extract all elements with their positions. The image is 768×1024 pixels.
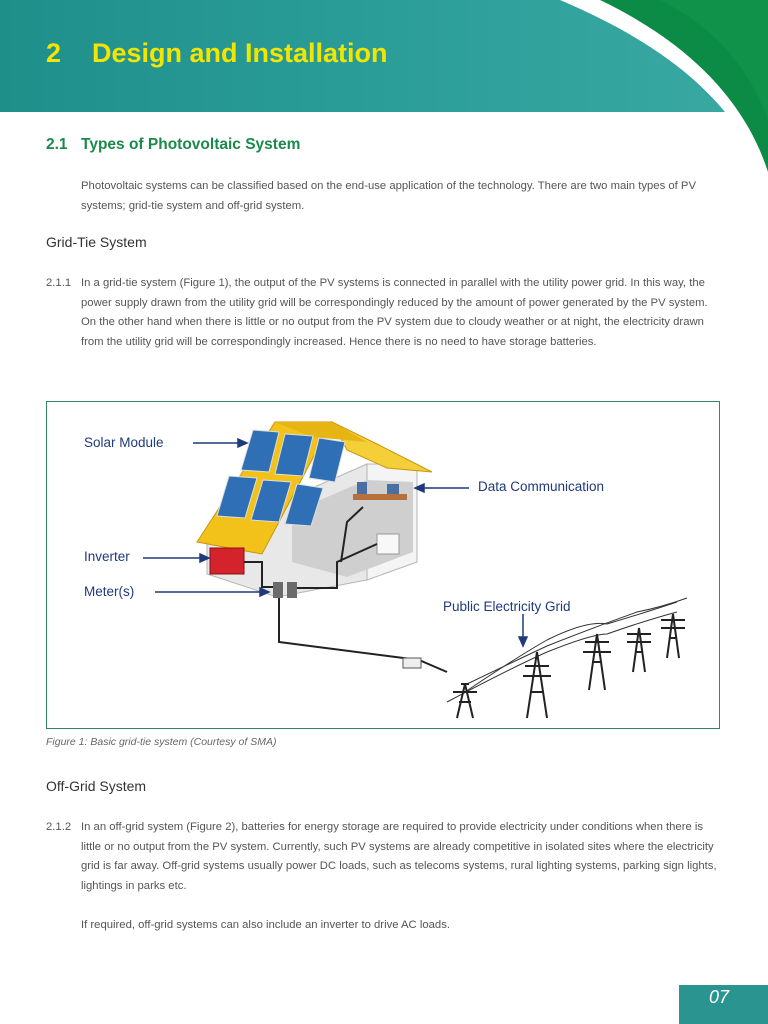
figure-caption: Figure 1: Basic grid-tie system (Courtesy of SMA): [46, 736, 277, 748]
chapter-title-text: Design and Installation: [92, 38, 388, 68]
label-data-communication: Data Communication: [478, 479, 605, 494]
off-grid-heading: Off-Grid System: [46, 778, 147, 794]
off-grid-para-number: 2.1.2: [46, 821, 72, 833]
wall-box: [377, 534, 399, 554]
grid-tie-heading: Grid-Tie System: [46, 234, 147, 250]
label-inverter: Inverter: [84, 549, 130, 564]
section-heading: [46, 136, 300, 154]
roof-ridge: [332, 422, 432, 472]
grid-tie-para-text: In a grid-tie system (Figure 1), the output of the PV systems is connected in parallel with the utility power grid. In this way, the power supply drawn from the utility grid will be correspondingly reduced by the amount of power generated by the PV system. On the other hand when there is little or no output from the PV system due to cloudy weather or at night, the electricity drawn from the utility grid will be correspondingly increased. Hence there is no need to have storage batteries.: [81, 277, 708, 348]
chapter-number: 2: [46, 38, 62, 68]
chapter-title: [46, 38, 388, 69]
pylons: [453, 614, 685, 718]
header-swoosh: [0, 0, 768, 190]
junction-box: [403, 658, 421, 668]
off-grid-para-text-2: If required, off-grid systems can also include an inverter to drive AC loads.: [81, 919, 451, 931]
label-solar-module: Solar Module: [84, 435, 164, 450]
grid-tie-paragraph: [46, 274, 722, 352]
section-number: 2.1: [46, 136, 68, 153]
grid-tie-para-number: 2.1.1: [46, 277, 72, 289]
monitor: [387, 484, 399, 494]
intro-paragraph: Photovoltaic systems can be classified based on the end-use application of the technology. There are two main types of PV systems; grid-tie system and off-grid system.: [81, 180, 696, 212]
meter-2: [287, 582, 297, 598]
off-grid-para-text: In an off-grid system (Figure 2), batteries for energy storage are required to provide electricity under conditions when there is little or no output from the PV system. Currently, such PV systems are already competitive in isolated sites where the electricity grid is far away. Off-grid systems usually power DC loads, such as telecoms systems, rural lighting systems, parking sign lights, lightings in parks etc.: [81, 821, 717, 892]
cable-to-grid: [279, 598, 447, 672]
off-grid-paragraph: [46, 818, 722, 896]
inverter-device: [210, 548, 244, 574]
label-meters: Meter(s): [84, 584, 135, 599]
page-number: 07: [708, 987, 730, 1007]
computer: [357, 482, 367, 494]
figure-grid-tie-diagram: [46, 401, 720, 729]
desk: [353, 494, 407, 500]
page-number-box: [679, 985, 768, 1024]
label-public-grid: Public Electricity Grid: [443, 599, 571, 614]
section-title: Types of Photovoltaic System: [81, 136, 301, 153]
off-grid-paragraph-2: [46, 916, 722, 936]
meter-1: [273, 582, 283, 598]
grid-tie-illustration: [47, 402, 720, 729]
